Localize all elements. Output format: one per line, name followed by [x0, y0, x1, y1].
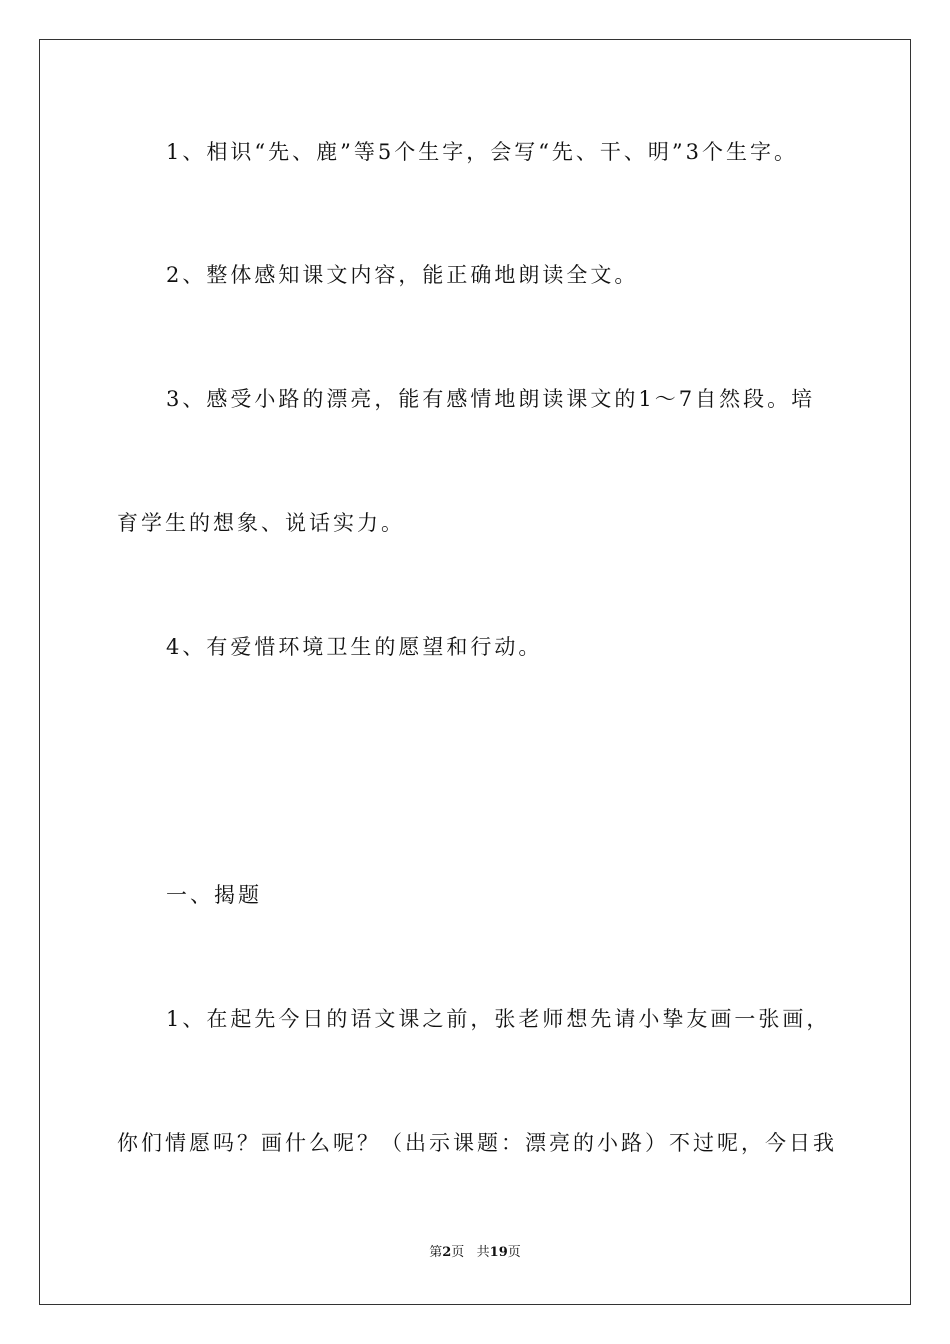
footer-prefix: 第: [429, 1245, 443, 1260]
total-pages: 19: [489, 1245, 508, 1260]
text-line: 4、有爱惜环境卫生的愿望和行动。: [166, 635, 543, 659]
page-frame: [39, 39, 911, 1305]
page-number: 2: [442, 1245, 452, 1260]
text-line: 2、整体感知课文内容，能正确地朗读全文。: [166, 263, 639, 287]
text-line: 1、在起先今日的语文课之前，张老师想先请小挚友画一张画，: [166, 1007, 831, 1031]
footer-suffix: 页: [507, 1245, 521, 1260]
text-line: 3、感受小路的漂亮，能有感情地朗读课文的1～7自然段。培: [166, 387, 816, 411]
footer-middle: 页 共: [451, 1245, 490, 1260]
text-line: 1、相识“先、鹿”等5个生字，会写“先、干、明”3个生字。: [166, 140, 799, 164]
page-footer: [0, 1243, 950, 1263]
section-heading: 一、揭题: [166, 883, 262, 907]
text-line: 你们情愿吗？画什么呢？（出示课题：漂亮的小路）不过呢，今日我: [117, 1131, 837, 1155]
text-line: 育学生的想象、说话实力。: [117, 511, 405, 535]
